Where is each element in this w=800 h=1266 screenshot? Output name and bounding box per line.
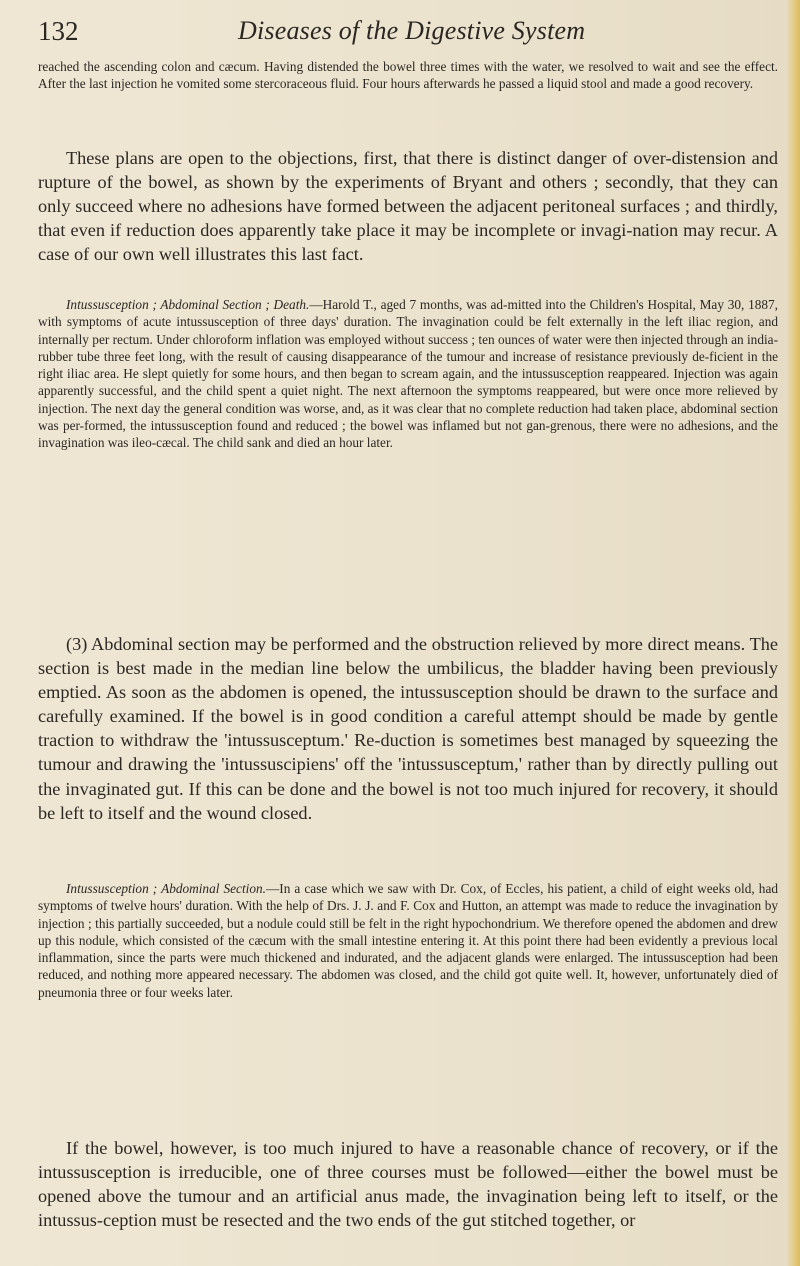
page-edge [786,0,800,1266]
page-number: 132 [38,16,79,46]
paragraph-abdominal-section: (3) Abdominal section may be performed and the obstruction relieved by more direct means. The section is best made in the median line below the umbilicus, the bladder having been previously emptied. As soon as the abdomen is opened, the intussusception should be drawn to the surface and carefully examined. If the bowel is in good condition a careful attempt should be made by gentle traction to withdraw the 'intussusceptum.' Re-duction is sometimes best managed by squeezing the tumour and drawing the 'intussuscipiens' off the 'intussusceptum,' rather than by directly pulling out the invaginated gut. If this can be done and the bowel is not too much injured for recovery, it should be left to itself and the wound closed. [38,634,778,823]
paragraph-case-cox [38,880,778,1001]
paragraph-injured-bowel: If the bowel, however, is too much injured to have a reasonable chance of recovery, or if the intussusception is irreducible, one of three courses must be followed—either the bowel must be opened above the tumour and an artificial anus made, the invagination being left to itself, or the intussus-ception must be resected and the two ends of the gut stitched together, or [38,1138,778,1231]
paragraph-case-continuation: reached the ascending colon and cæcum. Having distended the bowel three times with the water, we resolved to wait and see the effect. After the last injection he vomited some stercoraceous fluid. Four hours afterwards he passed a liquid stool and made a good recovery. [38,59,778,92]
case-heading: Intussusception ; Abdominal Section. [66,881,266,896]
page-header [38,8,778,48]
case-body: —Harold T., aged 7 months, was ad-mitted into the Children's Hospital, May 30, 1887, with symptoms of acute intussusception of three days' duration. The invagination could be felt externally in the left iliac region, and internally per rectum. Under chloroform inflation was employed without success ; ten ounces of water were then injected through an india-rubber tube three feet long, with the result of causing disappearance of the tumour and increase of resistance previously de-ficient in the right iliac area. He slept quietly for some hours, and then began to scream again, and the intussusception reappeared. Injection was again apparently successful, and the child spent a quiet night. The next afternoon the symptoms reappeared, but were once more relieved by injection. The next day the general condition was worse, and, as it was clear that no complete reduction had taken place, abdominal section was per-formed, the intussusception found and reduced ; the bowel was inflamed but not gan-grenous, there were no adhesions, and the invagination was ileo-cæcal. The child sank and died an hour later. [38,297,778,451]
paragraph-case-harold [38,296,778,452]
running-title: Diseases of the Digestive System [238,16,586,45]
case-heading: Intussusception ; Abdominal Section ; Death. [66,297,310,312]
paragraph-objections: These plans are open to the objections, first, that there is distinct danger of over-distension and rupture of the bowel, as shown by the experiments of Bryant and others ; secondly, that they can only succeed where no adhesions have formed between the adjacent peritoneal surfaces ; and thirdly, that even if reduction does apparently take place it may be incomplete or invagi-nation may recur. A case of our own well illustrates this last fact. [38,148,778,265]
case-body: —In a case which we saw with Dr. Cox, of Eccles, his patient, a child of eight weeks old, had symptoms of twelve hours' duration. With the help of Drs. J. J. and F. Cox and Hutton, an attempt was made to reduce the invagination by injection ; this partially succeeded, but a nodule could still be felt in the right hypochondrium. We therefore opened the abdomen and drew up this nodule, which consisted of the cæcum with the small intestine entering it. At this point there had been evidently a previous local inflammation, since the parts were much thickened and indurated, and the adjacent glands were enlarged. The intussusception had been reduced, and nothing more appeared necessary. The abdomen was closed, and the child got quite well. It, however, unfortunately died of pneumonia three or four weeks later. [38,881,778,1000]
